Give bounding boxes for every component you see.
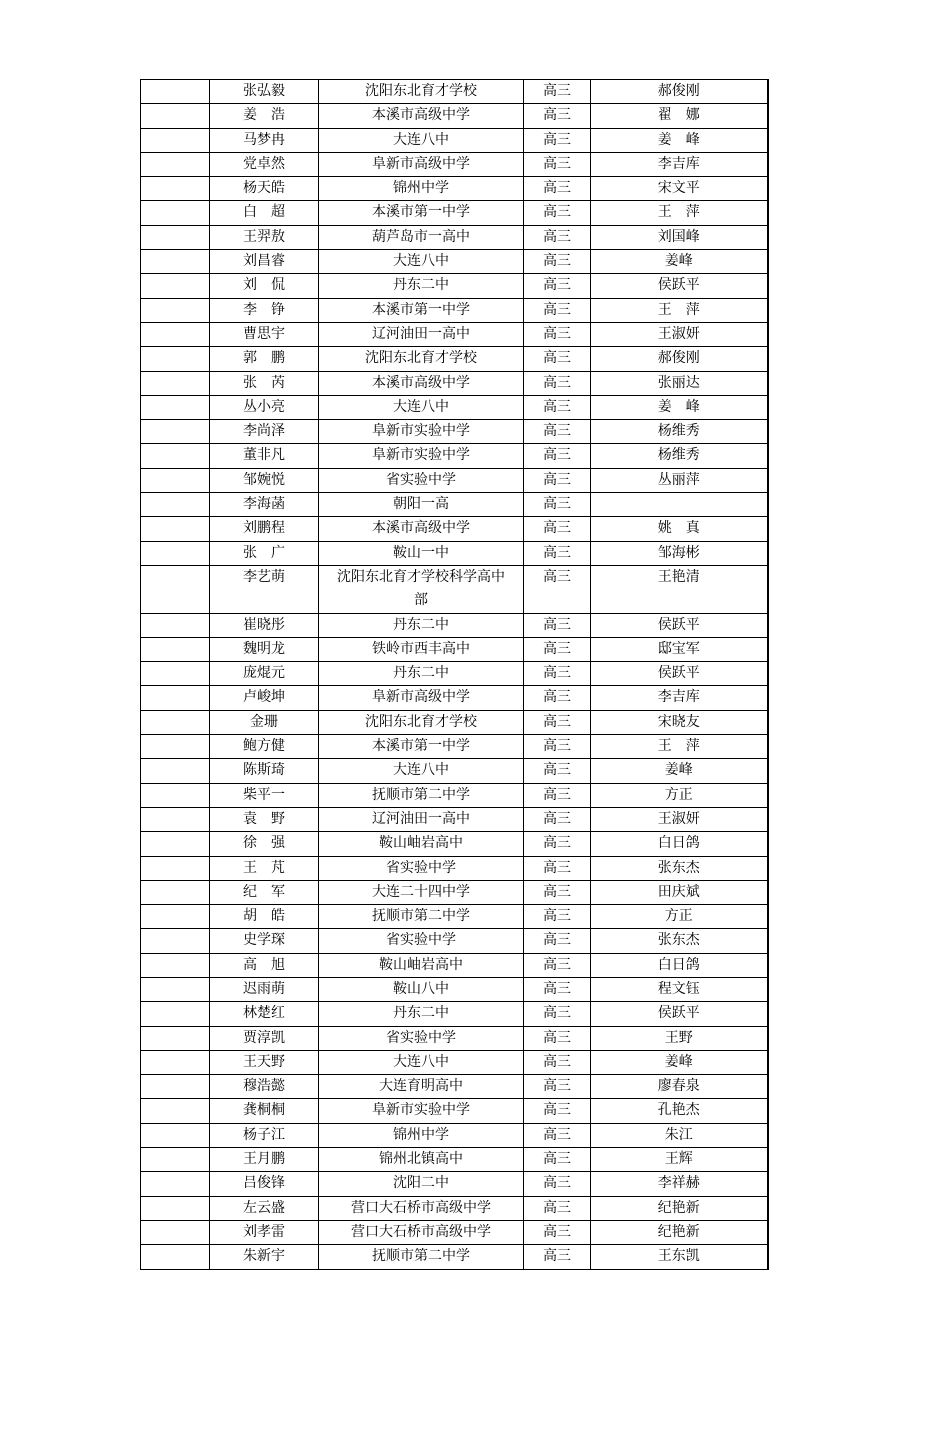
teacher-cell: 姜峰 (591, 250, 768, 274)
teacher-cell: 王艳清 (591, 565, 768, 613)
table-row (141, 710, 768, 734)
blank-cell (141, 444, 210, 468)
school-cell: 鞍山一中 (319, 541, 524, 565)
table-row (141, 856, 768, 880)
school-cell: 本溪市第一中学 (319, 201, 524, 225)
grade-cell: 高三 (524, 1245, 591, 1269)
student-name-cell: 吕俊锋 (210, 1172, 319, 1196)
blank-cell (141, 1172, 210, 1196)
grade-cell: 高三 (524, 856, 591, 880)
student-name-cell: 柴平一 (210, 783, 319, 807)
school-cell: 营口大石桥市高级中学 (319, 1196, 524, 1220)
table-row (141, 977, 768, 1001)
grade-cell: 高三 (524, 735, 591, 759)
school-cell: 丹东二中 (319, 274, 524, 298)
student-name-cell: 龚桐桐 (210, 1099, 319, 1123)
school-cell: 辽河油田一高中 (319, 322, 524, 346)
grade-cell: 高三 (524, 832, 591, 856)
school-cell: 沈阳二中 (319, 1172, 524, 1196)
table-row (141, 759, 768, 783)
blank-cell (141, 1123, 210, 1147)
teacher-cell: 王淑妍 (591, 322, 768, 346)
school-cell: 鞍山岫岩高中 (319, 832, 524, 856)
student-name-cell: 魏明龙 (210, 637, 319, 661)
teacher-cell: 李吉库 (591, 152, 768, 176)
blank-cell (141, 177, 210, 201)
student-name-cell: 王羿敖 (210, 225, 319, 249)
blank-cell (141, 905, 210, 929)
school-cell: 朝阳一高 (319, 493, 524, 517)
table-row (141, 274, 768, 298)
school-cell: 丹东二中 (319, 662, 524, 686)
grade-cell: 高三 (524, 541, 591, 565)
student-table (140, 79, 769, 1270)
table-row (141, 80, 768, 104)
student-name-cell: 郭 鹏 (210, 347, 319, 371)
student-name-cell: 崔晓彤 (210, 613, 319, 637)
grade-cell: 高三 (524, 298, 591, 322)
table-row (141, 250, 768, 274)
school-cell: 铁岭市西丰高中 (319, 637, 524, 661)
student-name-cell: 马梦冉 (210, 128, 319, 152)
student-name-cell: 杨子江 (210, 1123, 319, 1147)
table-row (141, 565, 768, 613)
school-cell: 阜新市实验中学 (319, 1099, 524, 1123)
school-cell: 大连八中 (319, 759, 524, 783)
teacher-cell: 郝俊刚 (591, 347, 768, 371)
student-name-cell: 庞焜元 (210, 662, 319, 686)
blank-cell (141, 807, 210, 831)
grade-cell: 高三 (524, 1050, 591, 1074)
blank-cell (141, 517, 210, 541)
teacher-cell: 程文钰 (591, 977, 768, 1001)
grade-cell: 高三 (524, 128, 591, 152)
grade-cell: 高三 (524, 104, 591, 128)
teacher-cell: 姜 峰 (591, 128, 768, 152)
blank-cell (141, 856, 210, 880)
table-row (141, 1050, 768, 1074)
teacher-cell: 姜峰 (591, 1050, 768, 1074)
blank-cell (141, 637, 210, 661)
table-row (141, 371, 768, 395)
grade-cell: 高三 (524, 250, 591, 274)
student-name-cell: 李 铮 (210, 298, 319, 322)
teacher-cell: 姚 真 (591, 517, 768, 541)
student-name-cell: 党卓然 (210, 152, 319, 176)
grade-cell: 高三 (524, 1002, 591, 1026)
grade-cell: 高三 (524, 444, 591, 468)
table-row (141, 686, 768, 710)
teacher-cell: 郝俊刚 (591, 80, 768, 104)
table-row (141, 1220, 768, 1244)
table-row (141, 1245, 768, 1269)
student-name-cell: 李尚泽 (210, 420, 319, 444)
blank-cell (141, 710, 210, 734)
student-name-cell: 张 芮 (210, 371, 319, 395)
blank-cell (141, 420, 210, 444)
school-cell: 沈阳东北育才学校科学高中部 (319, 565, 524, 613)
school-cell: 鞍山岫岩高中 (319, 953, 524, 977)
grade-cell: 高三 (524, 1196, 591, 1220)
table-row (141, 444, 768, 468)
blank-cell (141, 80, 210, 104)
table-row (141, 152, 768, 176)
school-cell: 葫芦岛市一高中 (319, 225, 524, 249)
teacher-cell: 刘国峰 (591, 225, 768, 249)
school-cell: 本溪市高级中学 (319, 517, 524, 541)
table-row (141, 225, 768, 249)
blank-cell (141, 565, 210, 613)
teacher-cell: 张丽达 (591, 371, 768, 395)
grade-cell: 高三 (524, 807, 591, 831)
grade-cell: 高三 (524, 274, 591, 298)
teacher-cell: 白日鸽 (591, 953, 768, 977)
student-name-cell: 林楚红 (210, 1002, 319, 1026)
grade-cell: 高三 (524, 1123, 591, 1147)
table-row (141, 807, 768, 831)
blank-cell (141, 686, 210, 710)
table-row (141, 637, 768, 661)
teacher-cell: 田庆斌 (591, 880, 768, 904)
grade-cell: 高三 (524, 468, 591, 492)
table-row (141, 298, 768, 322)
blank-cell (141, 1148, 210, 1172)
grade-cell: 高三 (524, 783, 591, 807)
blank-cell (141, 880, 210, 904)
teacher-cell: 王野 (591, 1026, 768, 1050)
blank-cell (141, 274, 210, 298)
teacher-cell: 方正 (591, 783, 768, 807)
school-cell: 丹东二中 (319, 613, 524, 637)
school-cell: 辽河油田一高中 (319, 807, 524, 831)
teacher-cell: 宋晓友 (591, 710, 768, 734)
student-name-cell: 朱新宇 (210, 1245, 319, 1269)
student-name-cell: 徐 强 (210, 832, 319, 856)
table-row (141, 177, 768, 201)
blank-cell (141, 201, 210, 225)
student-name-cell: 刘 侃 (210, 274, 319, 298)
student-name-cell: 曹思宇 (210, 322, 319, 346)
teacher-cell: 廖春泉 (591, 1075, 768, 1099)
blank-cell (141, 541, 210, 565)
student-name-cell: 左云盛 (210, 1196, 319, 1220)
school-cell: 大连八中 (319, 250, 524, 274)
blank-cell (141, 1220, 210, 1244)
grade-cell: 高三 (524, 759, 591, 783)
grade-cell: 高三 (524, 371, 591, 395)
grade-cell: 高三 (524, 905, 591, 929)
table-row (141, 1123, 768, 1147)
student-name-cell: 张 广 (210, 541, 319, 565)
teacher-cell: 纪艳新 (591, 1220, 768, 1244)
school-cell: 抚顺市第二中学 (319, 783, 524, 807)
student-name-cell: 邹婉悦 (210, 468, 319, 492)
teacher-cell: 杨维秀 (591, 420, 768, 444)
grade-cell: 高三 (524, 225, 591, 249)
school-cell: 阜新市高级中学 (319, 152, 524, 176)
teacher-cell: 王 萍 (591, 735, 768, 759)
school-cell: 省实验中学 (319, 468, 524, 492)
blank-cell (141, 128, 210, 152)
teacher-cell: 宋文平 (591, 177, 768, 201)
student-name-cell: 鲍方健 (210, 735, 319, 759)
teacher-cell: 王 萍 (591, 298, 768, 322)
award-list-sheet (140, 79, 767, 1270)
student-name-cell: 董非凡 (210, 444, 319, 468)
grade-cell: 高三 (524, 1172, 591, 1196)
grade-cell: 高三 (524, 395, 591, 419)
teacher-cell: 纪艳新 (591, 1196, 768, 1220)
table-row (141, 1099, 768, 1123)
student-name-cell: 袁 野 (210, 807, 319, 831)
table-row (141, 1026, 768, 1050)
student-name-cell: 白 超 (210, 201, 319, 225)
student-name-cell: 张弘毅 (210, 80, 319, 104)
student-name-cell: 金珊 (210, 710, 319, 734)
student-name-cell: 刘昌睿 (210, 250, 319, 274)
teacher-cell: 翟 娜 (591, 104, 768, 128)
school-cell: 阜新市高级中学 (319, 686, 524, 710)
table-row (141, 493, 768, 517)
student-name-cell: 李艺萌 (210, 565, 319, 613)
teacher-cell: 姜峰 (591, 759, 768, 783)
table-row (141, 395, 768, 419)
school-cell: 本溪市第一中学 (319, 298, 524, 322)
student-name-cell: 迟雨萌 (210, 977, 319, 1001)
blank-cell (141, 371, 210, 395)
student-name-cell: 王月鹏 (210, 1148, 319, 1172)
blank-cell (141, 977, 210, 1001)
table-row (141, 541, 768, 565)
table-row (141, 468, 768, 492)
school-cell: 阜新市实验中学 (319, 420, 524, 444)
teacher-cell: 孔艳杰 (591, 1099, 768, 1123)
school-cell: 本溪市高级中学 (319, 371, 524, 395)
grade-cell: 高三 (524, 1075, 591, 1099)
grade-cell: 高三 (524, 517, 591, 541)
grade-cell: 高三 (524, 953, 591, 977)
grade-cell: 高三 (524, 493, 591, 517)
school-cell: 抚顺市第二中学 (319, 1245, 524, 1269)
grade-cell: 高三 (524, 686, 591, 710)
grade-cell: 高三 (524, 177, 591, 201)
student-name-cell: 卢峻坤 (210, 686, 319, 710)
blank-cell (141, 104, 210, 128)
teacher-cell: 张东杰 (591, 929, 768, 953)
table-row (141, 1172, 768, 1196)
student-name-cell: 杨天皓 (210, 177, 319, 201)
school-cell: 大连育明高中 (319, 1075, 524, 1099)
school-cell: 本溪市第一中学 (319, 735, 524, 759)
teacher-cell: 王 萍 (591, 201, 768, 225)
student-name-cell: 刘鹏程 (210, 517, 319, 541)
school-cell: 省实验中学 (319, 856, 524, 880)
grade-cell: 高三 (524, 420, 591, 444)
grade-cell: 高三 (524, 1099, 591, 1123)
table-row (141, 517, 768, 541)
blank-cell (141, 152, 210, 176)
school-cell: 省实验中学 (319, 929, 524, 953)
blank-cell (141, 347, 210, 371)
teacher-cell: 杨维秀 (591, 444, 768, 468)
teacher-cell: 李吉库 (591, 686, 768, 710)
school-cell: 抚顺市第二中学 (319, 905, 524, 929)
teacher-cell: 丛丽萍 (591, 468, 768, 492)
school-cell: 锦州中学 (319, 177, 524, 201)
teacher-cell: 张东杰 (591, 856, 768, 880)
teacher-cell: 侯跃平 (591, 1002, 768, 1026)
blank-cell (141, 1026, 210, 1050)
table-row (141, 783, 768, 807)
teacher-cell (591, 493, 768, 517)
school-cell: 锦州中学 (319, 1123, 524, 1147)
blank-cell (141, 662, 210, 686)
grade-cell: 高三 (524, 637, 591, 661)
grade-cell: 高三 (524, 565, 591, 613)
student-name-cell: 胡 皓 (210, 905, 319, 929)
school-cell: 本溪市高级中学 (319, 104, 524, 128)
blank-cell (141, 225, 210, 249)
grade-cell: 高三 (524, 1148, 591, 1172)
table-row (141, 347, 768, 371)
blank-cell (141, 735, 210, 759)
table-row (141, 613, 768, 637)
table-row (141, 420, 768, 444)
grade-cell: 高三 (524, 322, 591, 346)
table-row (141, 1196, 768, 1220)
table-row (141, 832, 768, 856)
teacher-cell: 王淑妍 (591, 807, 768, 831)
table-row (141, 128, 768, 152)
grade-cell: 高三 (524, 977, 591, 1001)
student-name-cell: 贾淳凯 (210, 1026, 319, 1050)
grade-cell: 高三 (524, 1220, 591, 1244)
table-row (141, 953, 768, 977)
school-cell: 大连八中 (319, 395, 524, 419)
grade-cell: 高三 (524, 201, 591, 225)
table-row (141, 880, 768, 904)
grade-cell: 高三 (524, 710, 591, 734)
blank-cell (141, 395, 210, 419)
teacher-cell: 朱江 (591, 1123, 768, 1147)
table-row (141, 201, 768, 225)
student-table-body (141, 80, 768, 1270)
student-name-cell: 纪 军 (210, 880, 319, 904)
table-row (141, 104, 768, 128)
student-name-cell: 陈斯琦 (210, 759, 319, 783)
student-name-cell: 丛小亮 (210, 395, 319, 419)
school-cell: 阜新市实验中学 (319, 444, 524, 468)
student-name-cell: 姜 浩 (210, 104, 319, 128)
blank-cell (141, 1075, 210, 1099)
blank-cell (141, 783, 210, 807)
blank-cell (141, 322, 210, 346)
blank-cell (141, 759, 210, 783)
school-cell: 营口大石桥市高级中学 (319, 1220, 524, 1244)
table-row (141, 735, 768, 759)
blank-cell (141, 1050, 210, 1074)
student-name-cell: 王天野 (210, 1050, 319, 1074)
student-name-cell: 王 芃 (210, 856, 319, 880)
school-cell: 大连八中 (319, 128, 524, 152)
grade-cell: 高三 (524, 662, 591, 686)
teacher-cell: 李祥赫 (591, 1172, 768, 1196)
blank-cell (141, 1245, 210, 1269)
student-name-cell: 刘孝雷 (210, 1220, 319, 1244)
table-row (141, 322, 768, 346)
teacher-cell: 侯跃平 (591, 613, 768, 637)
blank-cell (141, 1099, 210, 1123)
grade-cell: 高三 (524, 1026, 591, 1050)
teacher-cell: 侯跃平 (591, 662, 768, 686)
blank-cell (141, 298, 210, 322)
blank-cell (141, 953, 210, 977)
student-name-cell: 史学琛 (210, 929, 319, 953)
school-cell: 沈阳东北育才学校 (319, 347, 524, 371)
table-row (141, 1075, 768, 1099)
grade-cell: 高三 (524, 929, 591, 953)
school-cell: 锦州北镇高中 (319, 1148, 524, 1172)
teacher-cell: 王辉 (591, 1148, 768, 1172)
teacher-cell: 姜 峰 (591, 395, 768, 419)
student-name-cell: 穆浩懿 (210, 1075, 319, 1099)
school-cell: 省实验中学 (319, 1026, 524, 1050)
grade-cell: 高三 (524, 880, 591, 904)
blank-cell (141, 613, 210, 637)
grade-cell: 高三 (524, 613, 591, 637)
school-cell: 大连二十四中学 (319, 880, 524, 904)
school-cell: 沈阳东北育才学校 (319, 710, 524, 734)
table-row (141, 1002, 768, 1026)
blank-cell (141, 929, 210, 953)
blank-cell (141, 468, 210, 492)
blank-cell (141, 493, 210, 517)
student-name-cell: 高 旭 (210, 953, 319, 977)
blank-cell (141, 1002, 210, 1026)
table-row (141, 905, 768, 929)
blank-cell (141, 250, 210, 274)
school-cell: 丹东二中 (319, 1002, 524, 1026)
blank-cell (141, 832, 210, 856)
school-cell: 鞍山八中 (319, 977, 524, 1001)
grade-cell: 高三 (524, 347, 591, 371)
blank-cell (141, 1196, 210, 1220)
table-row (141, 662, 768, 686)
teacher-cell: 邹海彬 (591, 541, 768, 565)
student-name-cell: 李海菡 (210, 493, 319, 517)
school-cell: 大连八中 (319, 1050, 524, 1074)
teacher-cell: 邸宝军 (591, 637, 768, 661)
table-row (141, 929, 768, 953)
teacher-cell: 白日鸽 (591, 832, 768, 856)
teacher-cell: 方正 (591, 905, 768, 929)
table-row (141, 1148, 768, 1172)
teacher-cell: 王东凯 (591, 1245, 768, 1269)
school-cell: 沈阳东北育才学校 (319, 80, 524, 104)
grade-cell: 高三 (524, 80, 591, 104)
teacher-cell: 侯跃平 (591, 274, 768, 298)
grade-cell: 高三 (524, 152, 591, 176)
